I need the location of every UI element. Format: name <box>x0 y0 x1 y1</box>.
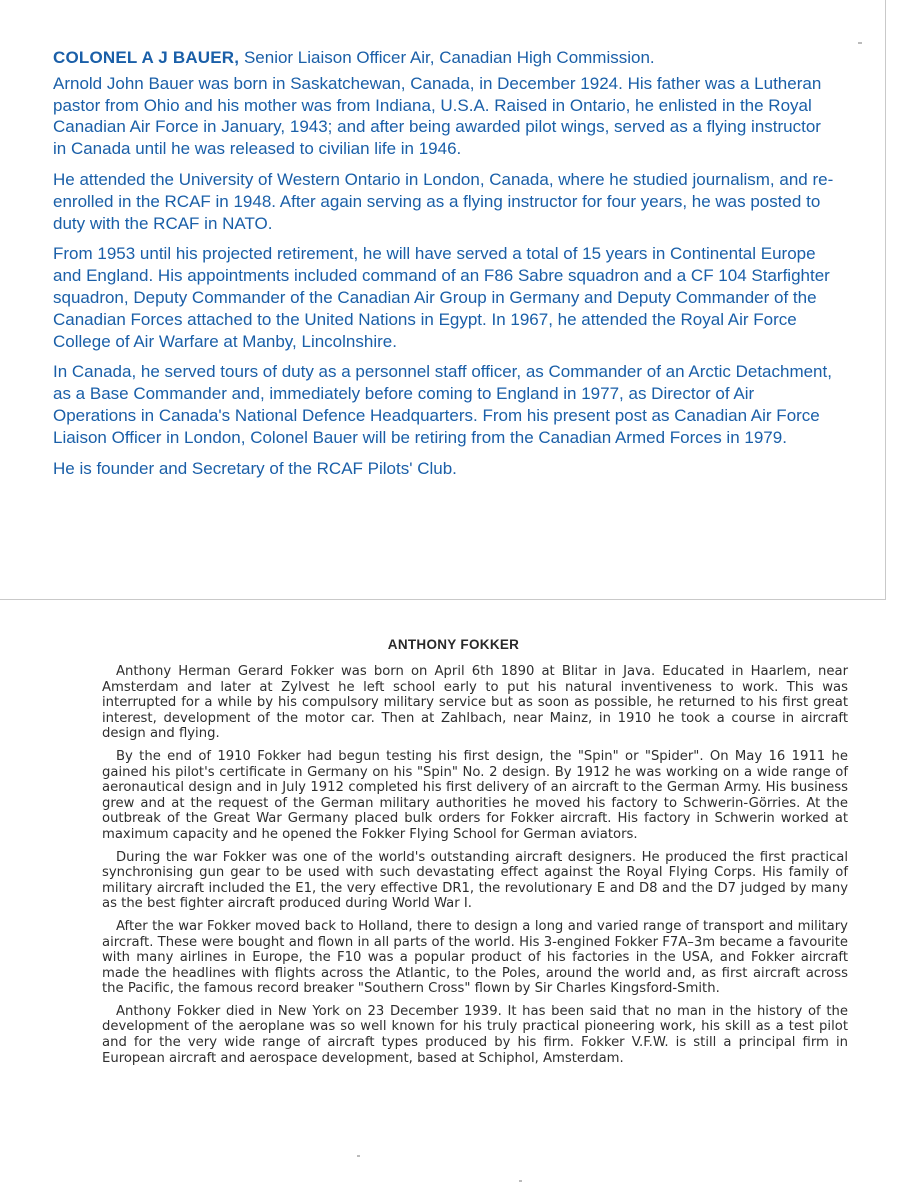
fokker-paragraph-5: Anthony Fokker died in New York on 23 December 1939. It has been said that no man in the history of the development of the aeroplane was so well known for his truly practical pioneering work, his skill as a test pilot and for the very wide range of aircraft types produced by his firm. Fokker V.F.W. is still a principal firm in European aircraft and aerospace development, based at Schiphol, Amsterdam. <box>102 1003 848 1066</box>
bauer-paragraph-1: Arnold John Bauer was born in Saskatchewan, Canada, in December 1924. His father was a Lutheran pastor from Ohio and his mother was from Indiana, U.S.A. Raised in Ontario, he enlisted in the Royal Canadian Air Force in January, 1943; and after being awarded pilot wings, served as a flying instructor in Canada until he was released to civilian life in 1946. <box>53 73 822 159</box>
bauer-name: COLONEL A J BAUER, <box>53 48 240 67</box>
bauer-paragraph-3: From 1953 until his projected retirement, he will have served a total of 15 years in Continental Europe and England. His appointments included command of an F86 Sabre squadron and a CF 104 Starfighter squadron, Deputy Commander of the Canadian Air Group in Germany and Deputy Commander of the Canadian Forces attached to the United Nations in Egypt. In 1967, he attended the Royal Air Force College of Air Warfare at Manby, Lincolnshire. <box>53 244 830 351</box>
fokker-paragraph-3: During the war Fokker was one of the world's outstanding aircraft designers. He produced the first practical synchronising gun gear to be used with such devastating effect against the Royal Flying Corps. His family of military aircraft included the E1, the very effective DR1, the revolutionary E and D8 and the D7 judged by many as the best fighter aircraft produced during World War I. <box>102 849 848 912</box>
bauer-biography-card <box>0 0 886 600</box>
bauer-biography-text <box>53 47 836 488</box>
fokker-biography-card <box>0 602 907 1200</box>
paper-speck <box>357 1155 360 1157</box>
fokker-paragraph-1: Anthony Herman Gerard Fokker was born on April 6th 1890 at Blitar in Java. Educated in Haarlem, near Amsterdam and later at Zylvest he left school early to put his natural inventiveness to work. This was interrupted for a while by his compulsory military service but as soon as possible, he returned to his first great interest, development of the motor car. Then at Zahlbach, near Mainz, in 1910 he took a course in aircraft design and flying. <box>102 664 848 742</box>
bauer-paragraph-2: He attended the University of Western Ontario in London, Canada, where he studied journalism, and re-enrolled in the RCAF in 1948. After again serving as a flying instructor for four years, he was posted to duty with the RCAF in NATO. <box>53 169 834 233</box>
bauer-paragraph-4: In Canada, he served tours of duty as a personnel staff officer, as Commander of an Arctic Detachment, as a Base Commander and, immediately before coming to England in 1977, as Director of Air Operations in Canada's National Defence Headquarters. From his present post as Canadian Air Force Liaison Officer in London, Colonel Bauer will be retiring from the Canadian Armed Forces in 1979. <box>53 362 832 447</box>
bauer-heading <box>53 47 836 69</box>
fokker-biography-text <box>102 664 848 1073</box>
bauer-paragraph-5: He is founder and Secretary of the RCAF Pilots' Club. <box>53 458 457 478</box>
fokker-paragraph-2: By the end of 1910 Fokker had begun testing his first design, the "Spin" or "Spider". On May 16 1911 he gained his pilot's certificate in Germany on his "Spin" No. 2 design. By 1912 he was working on a wide range of aeronautical design and in July 1912 completed his first delivery of an aircraft to the German Army. His business grew and at the request of the German military authorities he moved his factory to Schwerin-Görries. At the outbreak of the Great War Germany placed bulk orders for Fokker aircraft. His factory in Schwerin worked at maximum capacity and he opened the Fokker Flying School for German aviators. <box>102 748 848 842</box>
paper-speck <box>858 42 862 44</box>
paper-speck <box>519 1180 522 1182</box>
fokker-title: ANTHONY FOKKER <box>387 637 520 652</box>
fokker-paragraph-4: After the war Fokker moved back to Holland, there to design a long and varied range of transport and military aircraft. These were bought and flown in all parts of the world. His 3-engined Fokker F7A–3m became a favourite with many airlines in Europe, the F10 was a popular product of his factories in the USA, and Fokker aircraft made the headlines with flights across the Atlantic, to the Poles, around the world and, as first aircraft across the Pacific, the famous record breaker "Southern Cross" flown by Sir Charles Kingsford-Smith. <box>102 918 848 997</box>
bauer-role: Senior Liaison Officer Air, Canadian High Commission. <box>239 48 655 67</box>
